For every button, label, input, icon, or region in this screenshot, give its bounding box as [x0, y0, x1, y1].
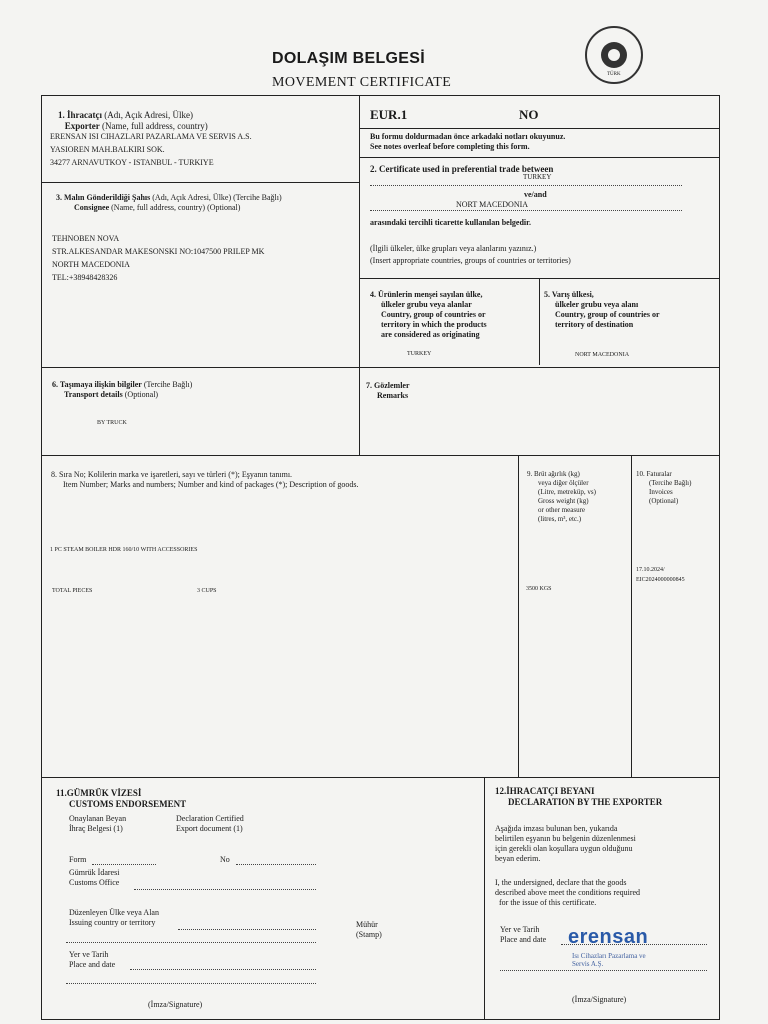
- issuing-country-label: Düzenleyen Ülke veya Alan Issuing country or territory: [69, 908, 159, 927]
- document-title: DOLAŞIM BELGESİ: [272, 50, 425, 67]
- box2-note: (İlgili ülkeler, ülke grupları veya alanlarını yazınız.) (Insert appropriate countries, groups of countries or territories): [370, 244, 571, 265]
- and-label: ve/and: [524, 190, 547, 199]
- exporter-signature-label: (İmza/Signature): [572, 995, 627, 1004]
- exporter-declaration-label: 12.İHRACATÇI BEYANI DECLARATION BY THE EXPORTER: [495, 786, 663, 807]
- transport-label: 6. Taşımaya ilişkin bilgiler (Tercihe Bağlı) Transport details (Optional): [52, 380, 193, 399]
- declaration-text-en: I, the undersigned, declare that the goods described above meet the conditions required for the issue of this certificate.: [495, 878, 641, 907]
- customs-office-label: Gümrük İdaresi Customs Office: [69, 868, 120, 887]
- exporter-place-date-label: Yer ve Tarih Place and date: [500, 925, 547, 944]
- erensan-stamp-subtext: Isı Cihazları Pazarlama ve Servis A.Ş.: [572, 952, 646, 968]
- total-pieces-label: TOTAL PIECES: [52, 588, 93, 594]
- destination-value: NORT MACEDONIA: [575, 352, 630, 358]
- goods-description-label: 8. Sıra No; Kolilerin marka ve işaretleri, sayı ve türleri (*); Eşyanın tanımı. Item Number; Marks and numbers; Number and kind of packages (*); Description of goods.: [51, 470, 359, 489]
- customs-declaration-tr: Onaylanan Beyan İhraç Belgesi (1): [69, 814, 127, 833]
- goods-item: 1 PC STEAM BOILER HDR 160/10 WITH ACCESSORIES: [50, 547, 198, 553]
- customs-place-date-label: Yer ve Tarih Place and date: [69, 950, 116, 969]
- overleaf-note: Bu formu doldurmadan önce arkadaki notları okuyunuz. See notes overleaf before completing this form.: [370, 132, 566, 151]
- customs-signature-label: (İmza/Signature): [148, 1000, 203, 1009]
- preferential-trade-text: arasındaki tercihli ticarette kullanılan belgedir.: [370, 218, 531, 227]
- certificate-number-label: NO: [519, 107, 539, 122]
- customs-no-label: No: [220, 855, 230, 864]
- customs-declaration-en: Declaration Certified Export document (1): [176, 814, 244, 833]
- origin-country-label: 4. Ürünlerin menşei sayılan ülke, ülkeler grubu veya alanlar Country, group of countries or territory in which the products are considered as originating: [370, 290, 487, 339]
- exporter-label: 1. İhracatçı (Adı, Açık Adresi, Ülke) Exporter (Name, full address, country): [58, 110, 208, 131]
- gross-weight-value: 3500 KGS: [526, 586, 552, 592]
- document-subtitle: MOVEMENT CERTIFICATE: [272, 75, 452, 90]
- invoice-reference: 17.10.2024/ EIC2024000000845: [636, 567, 685, 583]
- invoices-label: 10. Faturalar (Tercihe Bağlı) Invoices (Optional): [636, 470, 692, 505]
- customs-endorsement-label: 11.GÜMRÜK VİZESİ CUSTOMS ENDORSEMENT: [56, 788, 187, 809]
- destination-label: 5. Varış ülkesi, ülkeler grubu veya alanı Country, group of countries or territory of destination: [544, 290, 660, 329]
- box2-label: 2. Certificate used in preferential trade between: [370, 164, 554, 174]
- consignee-address: TEHNOBEN NOVA STR.ALKESANDAR MAKESONSKI NO:1047500 PRILEP MK NORTH MACEDONIA TEL:+38948428326: [52, 234, 265, 282]
- origin-country-value: TURKEY: [407, 351, 432, 357]
- gross-weight-label: 9. Brüt ağırlık (kg) veya diğer ölçüler (Litre, metreküp, vs) Gross weight (kg) or other measure (litres, m³, etc.): [527, 470, 596, 523]
- remarks-label: 7. Gözlemler Remarks: [366, 381, 410, 400]
- erensan-stamp-logo: erensan: [568, 926, 649, 948]
- consignee-label: 3. Malın Gönderildiği Şahıs (Adı, Açık Adresi, Ülke) (Tercihe Bağlı) Consignee (Name, full address, country) (Optional): [56, 193, 282, 212]
- exporter-address: ERENSAN ISI CIHAZLARI PAZARLAMA VE SERVIS A.S. YASIOREN MAH.BALKIRI SOK. 34277 ARNAVUTKOY - ISTANBUL - TURKIYE: [50, 132, 252, 167]
- trade-country-2: NORT MACEDONIA: [456, 200, 529, 209]
- total-pieces-value: 3 CUPS: [197, 588, 217, 594]
- trade-country-1: TURKEY: [523, 173, 552, 181]
- transport-value: BY TRUCK: [97, 420, 127, 426]
- declaration-text-tr: Aşağıda imzası bulunan ben, yukarıda belirtilen eşyanın bu belgenin düzenlenmesi için gerekli olan koşullara uygun olduğunu beyan ederim.: [495, 824, 636, 863]
- official-seal-icon: TÜRK: [585, 26, 643, 84]
- stamp-label: Mühür (Stamp): [356, 920, 382, 939]
- form-label: Form: [69, 855, 87, 864]
- eur1-label: EUR.1: [370, 107, 408, 122]
